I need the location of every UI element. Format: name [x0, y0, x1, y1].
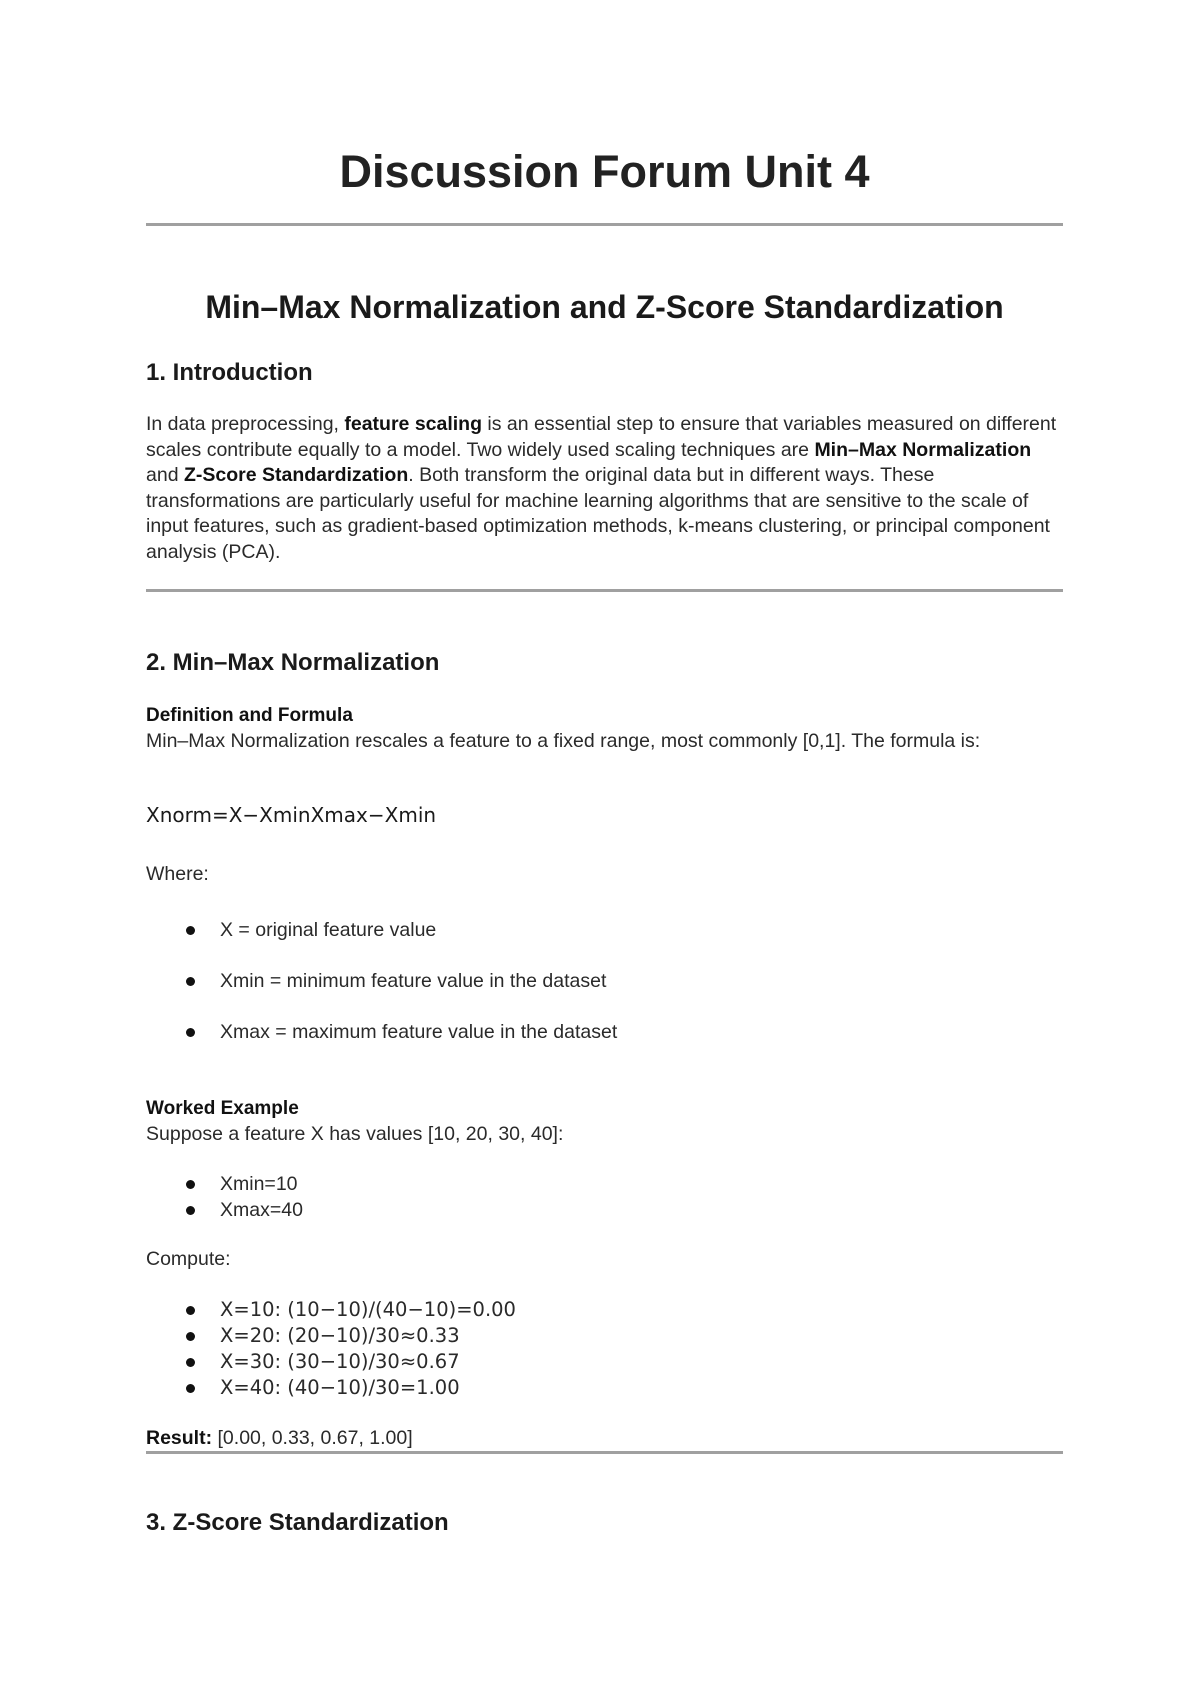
list-item: X=40: (40−10)/30=1.00	[186, 1375, 516, 1401]
result-value: [0.00, 0.33, 0.67, 1.00]	[212, 1427, 413, 1449]
list-item: Xmax=40	[186, 1197, 303, 1223]
result-label: Result:	[146, 1427, 213, 1449]
intro-bold-min-max: Min–Max Normalization	[814, 438, 1032, 461]
list-item: Xmin = minimum feature value in the dataset	[186, 968, 617, 1019]
intro-text-3: and	[146, 464, 184, 487]
definition-label: Definition and Formula	[146, 705, 353, 726]
document-subtitle: Min–Max Normalization and Z-Score Standardization	[205, 289, 1004, 325]
list-item: Xmax = maximum feature value in the dataset	[186, 1019, 617, 1070]
worked-example-label: Worked Example	[146, 1098, 299, 1119]
intro-text-1: In data preprocessing,	[146, 413, 345, 435]
horizontal-divider	[146, 589, 1063, 592]
section-1-heading: 1. Introduction	[146, 359, 313, 386]
intro-text-2: is an essential step to ensure that variables measured on different scales contribute equally to a model. Two widely used scaling techniques are	[146, 413, 1057, 461]
list-item: Xmin=10	[186, 1171, 303, 1197]
computation-list	[186, 1297, 516, 1401]
intro-text-4: . Both transform the original data but in different ways. These transformations are particularly useful for machine learning algorithms that are sensitive to the scale of input features, such as gradient-based optimization methods, k-means clustering, or principal component analysis (PCA).	[146, 464, 1050, 563]
variable-definitions-list	[186, 917, 617, 1070]
section-3-heading: 3. Z-Score Standardization	[146, 1509, 449, 1536]
horizontal-divider	[146, 223, 1063, 226]
compute-label: Compute:	[146, 1248, 231, 1270]
document-title: Discussion Forum Unit 4	[339, 146, 870, 197]
list-item: X=10: (10−10)/(40−10)=0.00	[186, 1297, 516, 1323]
min-max-formula: Xnorm=X−XminXmax−Xmin	[146, 803, 437, 827]
list-item: X=20: (20−10)/30≈0.33	[186, 1323, 516, 1349]
definition-text: Min–Max Normalization rescales a feature to a fixed range, most commonly [0,1]. The formula is:	[146, 730, 981, 752]
where-label: Where:	[146, 863, 209, 885]
horizontal-divider	[146, 1451, 1063, 1454]
intro-bold-feature-scaling: feature scaling	[344, 413, 483, 435]
section-2-heading: 2. Min–Max Normalization	[146, 649, 440, 676]
list-item: X = original feature value	[186, 917, 617, 968]
worked-example-text: Suppose a feature X has values [10, 20, 30, 40]:	[146, 1123, 564, 1145]
given-values-list	[186, 1171, 303, 1223]
result-line	[146, 1426, 1063, 1452]
list-item: X=30: (30−10)/30≈0.67	[186, 1349, 516, 1375]
introduction-paragraph	[146, 412, 1063, 566]
intro-bold-z-score: Z-Score Standardization	[183, 464, 409, 487]
